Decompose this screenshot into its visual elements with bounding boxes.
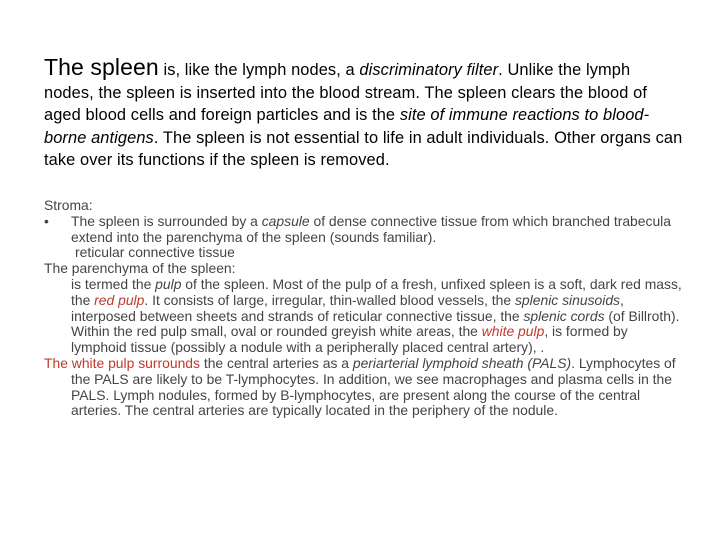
- red-pulp-term: red pulp: [94, 291, 145, 308]
- capsule-text-2: of dense connective tissue from which branched trabecula extend into the parenchyma of the spleen (sounds familiar).: [71, 212, 671, 245]
- capsule-text-1: The spleen is surrounded by a: [71, 212, 262, 229]
- parenchyma-heading: The parenchyma of the spleen:: [44, 260, 236, 277]
- cords-term: splenic cords: [523, 307, 605, 324]
- pals-term: periarterial lymphoid sheath (PALS): [352, 354, 572, 371]
- pals-text-1: the central arteries as a: [199, 354, 353, 371]
- intro-paragraph: [44, 56, 684, 172]
- bullet-icon: •: [44, 212, 49, 229]
- pulp-text-4: , interposed between sheets and strands of reticular connective tissue, the: [71, 291, 624, 324]
- intro-emphasis-filter: discriminatory filter: [359, 61, 499, 79]
- intro-text-3: . The spleen is not essential to life in adult individuals. Other organs can take over its functions if the spleen is removed.: [44, 128, 683, 169]
- white-pulp-paragraph: [44, 324, 684, 356]
- intro-emphasis-immune: site of immune reactions to blood-borne antigens: [44, 106, 650, 147]
- pals-text-2: .: [571, 354, 575, 371]
- pulp-text-5: (of Billroth).: [604, 307, 680, 324]
- pulp-text-1: is termed the: [71, 275, 156, 292]
- pals-paragraph: [44, 356, 684, 419]
- intro-text-2: . Unlike the lymph nodes, the spleen is inserted into the blood stream. The spleen clears the blood of aged blood cells and foreign particles and is the: [44, 61, 647, 124]
- pals-text-rest: Lymphocytes of the PALS are likely to be T-lymphocytes. In addition, we see macrophages and plasma cells in the PALS. Lymph nodules, formed by B-lymphocytes, are present along the course of the central arteries. The central arteries are typically located in the periphery of the nodule.: [71, 354, 676, 419]
- notes-body: [44, 198, 684, 419]
- stroma-heading: Stroma:: [44, 197, 93, 213]
- intro-text-1: is, like the lymph nodes, a: [158, 61, 360, 79]
- white-text-1: Within the red pulp small, oval or rounded greyish white areas, the: [71, 323, 482, 340]
- reticular-line: reticular connective tissue: [75, 244, 235, 261]
- pals-lead-red: The white pulp surrounds: [44, 354, 200, 371]
- capsule-emphasis: capsule: [261, 212, 310, 229]
- pulp-text-2: of the spleen. Most of the pulp of a fresh, unfixed spleen is a soft, dark red mass, the: [71, 275, 682, 308]
- sinusoids-term: splenic sinusoids: [514, 291, 620, 308]
- pulp-emphasis: pulp: [155, 275, 182, 292]
- pulp-paragraph: [44, 277, 684, 324]
- spleen-heading: The spleen: [44, 54, 159, 80]
- capsule-bullet: [44, 214, 684, 246]
- white-pulp-term: white pulp: [481, 323, 545, 340]
- white-text-2: , is formed by lymphoid tissue (possibly a nodule with a peripherally placed central artery), .: [71, 323, 628, 356]
- pulp-text-3: . It consists of large, irregular, thin-walled blood vessels, the: [144, 291, 515, 308]
